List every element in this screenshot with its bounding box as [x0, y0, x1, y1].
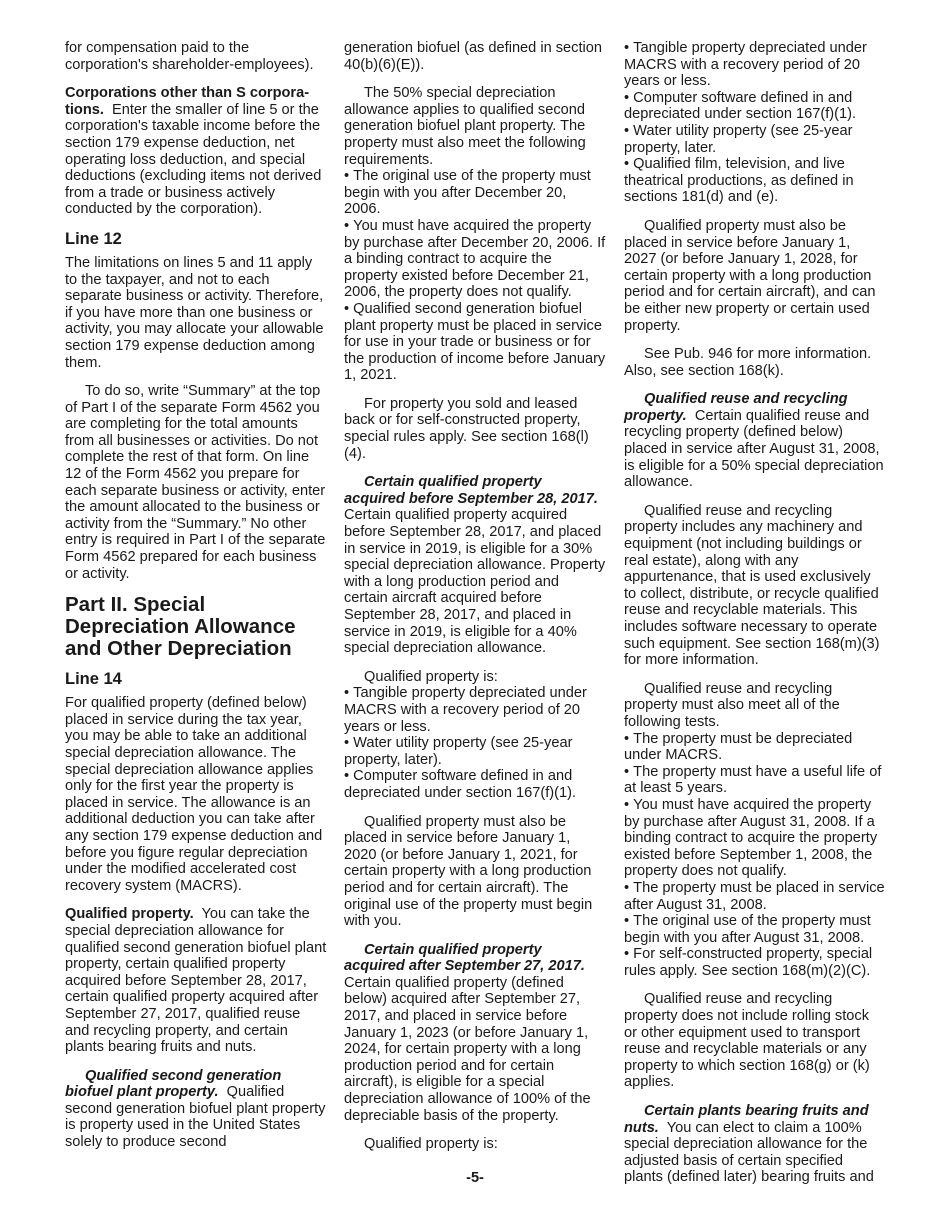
bullet-item: • The property must be placed in service after August 31, 2008.: [624, 880, 886, 913]
paragraph: Qualified reuse and recycling property does not include rolling stock or other equipment used to transport reuse and recyclable materials or any property to which section 168(g) or (k) applies.: [624, 991, 870, 1091]
paragraph-reuse-recycling: [624, 391, 886, 491]
paragraph-text: Enter the smaller of line 5 or the corporation's taxable income before the section 179 expense deduction, net operating loss deduction, and special deductions (excluding items not derived from a trade or business actively conducted by the corporation).: [65, 101, 322, 218]
bullet-item: • Computer software defined in and depreciated under section 167(f)(1).: [624, 90, 886, 123]
paragraph-text: You can elect to claim a 100% special depreciation allowance for the adjusted basis of certain specified plants (defined later) bearing fruits and: [624, 1119, 874, 1186]
section-heading-line-14: Line 14: [65, 670, 122, 689]
run-in-heading: Qualified property.: [65, 906, 194, 923]
bullet-item: • You must have acquired the property by purchase after December 20, 2006. If a binding contract to acquire the property existed before December 21, 2006, the property does not qualify.: [344, 218, 606, 301]
run-in-heading: Qualified second generation biofuel plant property.: [65, 1067, 282, 1101]
paragraph: Qualified property must also be placed in service before January 1, 2020 (or before January 1, 2021, for certain property with a long production period and for certain aircraft). The original use of the property must begin with you.: [344, 813, 593, 930]
page-number: -5-: [466, 1170, 484, 1186]
bullet-item: • Water utility property (see 25-year property, later.: [624, 123, 886, 156]
paragraph-after-sept-27: [344, 942, 606, 1125]
bullet-item: • The property must have a useful life of at least 5 years.: [624, 764, 886, 797]
bullet-item: • You must have acquired the property by purchase after August 31, 2008. If a binding contract to acquire the property existed before September 1, 2008, the property does not qualify.: [624, 797, 886, 880]
paragraph: Qualified property is:: [364, 668, 498, 685]
paragraph: See Pub. 946 for more information. Also, see section 168(k).: [624, 346, 872, 379]
paragraph: For property you sold and leased back or for self-constructed property, special rules apply. See section 168(l)(4).: [344, 395, 589, 462]
paragraph-text: Certain qualified property acquired before September 28, 2017, and placed in service in 2019, is eligible for a 30% special depreciation allowance. Property with a long production period and certain aircraft acquired before September 28, 2017, and placed in service in 2019, is eligible for a 40% special depreciation allowance.: [344, 507, 606, 657]
column-right: [624, 40, 886, 1198]
bullet-item: • Water utility property (see 25-year property, later).: [344, 735, 606, 768]
paragraph-text: Qualified second generation biofuel plant property is property used in the United States solely to produce second: [65, 1084, 326, 1151]
run-in-heading: Qualified reuse and recycling property.: [624, 391, 848, 424]
paragraph-corporations-other-than-s: [65, 85, 327, 218]
run-in-heading: Certain qualified property acquired before September 28, 2017.: [344, 474, 598, 507]
bullet-item: • Tangible property depreciated under MACRS with a recovery period of 20 years or less.: [624, 40, 886, 90]
paragraph: Qualified property is:: [364, 1136, 498, 1153]
paragraph-before-sept-28: [344, 474, 606, 657]
paragraph-text: Certain qualified reuse and recycling property (defined below) placed in service after August 31, 2008, is eligible for a 50% special depreciation allowance.: [624, 407, 884, 491]
paragraph: for compensation paid to the corporation's shareholder-employees).: [65, 40, 314, 73]
bullet-item: • The original use of the property must begin with you after August 31, 2008.: [624, 913, 886, 946]
run-in-heading: Certain qualified property acquired after September 27, 2017.: [344, 941, 585, 975]
paragraph: The 50% special depreciation allowance applies to qualified second generation biofuel plant property. The property must also meet the following requirements.: [344, 85, 586, 168]
run-in-heading: Corporations other than S corpora-tions.: [65, 85, 310, 118]
paragraph: The limitations on lines 5 and 11 apply to the taxpayer, and not to each separate business or activity. Therefore, if you have more than one business or activity, you may allocate your allowable section 179 expense deduction among them.: [65, 254, 324, 371]
paragraph: generation biofuel (as defined in section 40(b)(6)(E)).: [344, 40, 602, 73]
paragraph: Qualified reuse and recycling property includes any machinery and equipment (not including buildings or real estate), along with any appurtenance, that is used exclusively to collect, distribute, or recycle qualified reuse and recyclable materials. This includes software necessary to operate such equipment. See section 168(m)(3) for more information.: [624, 502, 880, 669]
run-in-heading: Certain plants bearing fruits and nuts.: [624, 1103, 869, 1136]
bullet-item: • Computer software defined in and depreciated under section 167(f)(1).: [344, 768, 606, 801]
paragraph: To do so, write “Summary” at the top of Part I of the separate Form 4562 you are completing for the total amounts from all businesses or activities. Do not complete the rest of that form. On line 12 of the Form 4562 you prepare for each separate business or activity, enter the amount allocated to the business or activity from the “Summary.” No other entry is required in Part I of the separate Form 4562 prepared for each business or activity.: [65, 383, 326, 582]
paragraph: For qualified property (defined below) placed in service during the tax year, you may be able to take an additional special depreciation allowance. The special depreciation allowance applies only for the first year the property is placed in service. The allowance is an additional deduction you can take after any section 179 expense deduction and before you figure regular depreciation under the modified accelerated cost recovery system (MACRS).: [65, 695, 323, 894]
paragraph-qualified-property: [65, 906, 327, 1055]
bullet-item: • Qualified second generation biofuel plant property must be placed in service for use in your trade or business or for the production of income before January 1, 2021.: [344, 301, 606, 384]
bullet-item: • Tangible property depreciated under MACRS with a recovery period of 20 years or less.: [344, 685, 606, 735]
bullet-item: • The original use of the property must begin with you after December 20, 2006.: [344, 168, 606, 218]
bullet-item: • For self-constructed property, special rules apply. See section 168(m)(2)(C).: [624, 946, 886, 979]
paragraph: Qualified property must also be placed in service before January 1, 2027 (or before January 1, 2028, for certain property with a long production period and for certain aircraft), and can be either new property or certain used property.: [624, 217, 876, 334]
paragraph: Qualified reuse and recycling property must also meet all of the following tests.: [624, 680, 840, 730]
bullet-item: • Qualified film, television, and live theatrical productions, as defined in sections 181(d) and (e).: [624, 156, 886, 206]
column-left: [65, 40, 327, 1163]
column-middle: [344, 40, 606, 1165]
paragraph-text: You can take the special depreciation allowance for qualified second generation biofuel plant property, certain qualified property acquired before September 28, 2017, certain qualified property acquired after September 27, 2017, qualified reuse and recycling property, and certain plants bearing fruits and nuts.: [65, 906, 327, 1056]
section-heading-line-12: Line 12: [65, 229, 122, 248]
paragraph-text: Certain qualified property (defined below) acquired after September 27, 2017, and placed in service before January 1, 2023 (or before January 1, 2024, for certain property with a long production period and for certain aircraft), is eligible for a special depreciation allowance of 100% of the depreciable basis of the property.: [344, 974, 591, 1124]
paragraph-biofuel-plant-property: [65, 1068, 327, 1151]
bullet-item: • The property must be depreciated under MACRS.: [624, 731, 886, 764]
part-heading-part-ii: Part II. Special Depreciation Allowance and Other Depreciation: [65, 593, 296, 661]
